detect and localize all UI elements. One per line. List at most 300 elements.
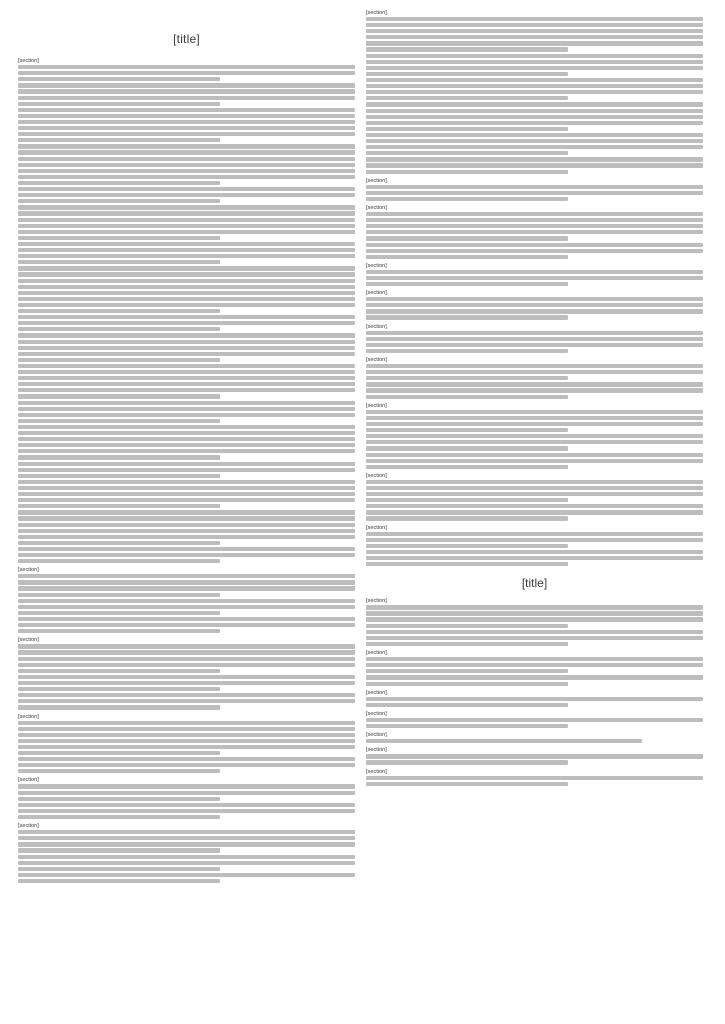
document-section — [366, 732, 703, 743]
document-section — [366, 205, 703, 259]
text-line-placeholder — [366, 642, 568, 646]
paragraph-placeholder — [366, 270, 703, 286]
text-line-placeholder — [366, 315, 568, 319]
text-line-placeholder — [366, 434, 703, 438]
text-line-placeholder — [366, 776, 703, 780]
text-line-placeholder — [18, 455, 220, 459]
text-line-placeholder — [18, 727, 355, 731]
text-line-placeholder — [18, 733, 355, 737]
right-sections — [366, 10, 703, 786]
text-line-placeholder — [18, 443, 355, 447]
section-heading: [section] — [18, 567, 39, 574]
document-section — [366, 769, 703, 786]
section-heading: [section] — [366, 177, 387, 184]
text-line-placeholder — [366, 297, 703, 301]
text-line-placeholder — [18, 242, 355, 246]
text-line-placeholder — [366, 133, 703, 137]
section-heading: [section] — [366, 323, 387, 330]
text-line-placeholder — [366, 492, 703, 496]
text-line-placeholder — [366, 249, 703, 253]
text-line-placeholder — [18, 358, 220, 362]
text-line-placeholder — [366, 562, 568, 566]
text-line-placeholder — [366, 337, 703, 341]
text-line-placeholder — [18, 401, 355, 405]
section-heading: [section] — [366, 768, 387, 775]
text-line-placeholder — [18, 175, 355, 179]
text-line-placeholder — [18, 382, 355, 386]
text-line-placeholder — [18, 580, 355, 584]
text-line-placeholder — [18, 541, 220, 545]
text-line-placeholder — [18, 848, 220, 852]
text-line-placeholder — [18, 65, 355, 69]
document-section — [366, 525, 703, 567]
document-section — [18, 58, 355, 203]
text-line-placeholder — [366, 303, 703, 307]
text-line-placeholder — [366, 416, 703, 420]
paragraph-placeholder — [18, 644, 355, 673]
text-line-placeholder — [18, 163, 355, 167]
text-line-placeholder — [366, 550, 703, 554]
text-line-placeholder — [18, 535, 355, 539]
paragraph-placeholder — [366, 78, 703, 100]
text-line-placeholder — [366, 440, 703, 444]
text-line-placeholder — [18, 254, 355, 258]
text-line-placeholder — [18, 842, 355, 846]
document-section — [366, 473, 703, 521]
document-section — [366, 324, 703, 353]
text-line-placeholder — [18, 599, 355, 603]
text-line-placeholder — [366, 115, 703, 119]
section-heading: [section] — [366, 472, 387, 479]
paragraph-placeholder — [18, 401, 355, 423]
paragraph-placeholder — [18, 547, 355, 563]
text-line-placeholder — [366, 276, 703, 280]
text-line-placeholder — [366, 270, 703, 274]
text-line-placeholder — [18, 388, 355, 392]
text-line-placeholder — [18, 611, 220, 615]
text-line-placeholder — [366, 697, 703, 701]
text-line-placeholder — [366, 343, 703, 347]
document-section — [366, 10, 703, 174]
text-line-placeholder — [18, 77, 220, 81]
text-line-placeholder — [18, 879, 220, 883]
text-line-placeholder — [366, 54, 703, 58]
right-column — [366, 6, 703, 788]
text-line-placeholder — [18, 574, 355, 578]
paragraph-placeholder — [366, 331, 703, 353]
paragraph-placeholder — [18, 242, 355, 264]
text-line-placeholder — [18, 675, 355, 679]
text-line-placeholder — [18, 629, 220, 633]
text-line-placeholder — [18, 617, 355, 621]
left-sections — [18, 58, 355, 883]
text-line-placeholder — [366, 663, 703, 667]
text-line-placeholder — [18, 114, 355, 118]
text-line-placeholder — [366, 41, 703, 45]
text-line-placeholder — [18, 193, 355, 197]
text-line-placeholder — [18, 830, 355, 834]
text-line-placeholder — [366, 486, 703, 490]
text-line-placeholder — [366, 23, 703, 27]
text-line-placeholder — [366, 453, 703, 457]
text-line-placeholder — [18, 138, 220, 142]
paragraph-placeholder — [18, 315, 355, 331]
text-line-placeholder — [18, 96, 355, 100]
section-heading: [section] — [18, 777, 39, 784]
text-line-placeholder — [18, 669, 220, 673]
text-line-placeholder — [366, 170, 568, 174]
text-line-placeholder — [18, 510, 355, 514]
text-line-placeholder — [18, 333, 355, 337]
text-line-placeholder — [18, 523, 355, 527]
text-line-placeholder — [366, 282, 568, 286]
text-line-placeholder — [18, 169, 355, 173]
paragraph-placeholder — [18, 803, 355, 819]
text-line-placeholder — [366, 197, 568, 201]
paragraph-placeholder — [366, 480, 703, 502]
text-line-placeholder — [18, 431, 355, 435]
text-line-placeholder — [366, 17, 703, 21]
paragraph-placeholder — [18, 830, 355, 852]
text-line-placeholder — [18, 650, 355, 654]
text-line-placeholder — [366, 724, 568, 728]
text-line-placeholder — [366, 145, 703, 149]
paragraph-placeholder — [18, 144, 355, 185]
document-section — [366, 178, 703, 201]
text-line-placeholder — [18, 739, 355, 743]
paragraph-placeholder — [366, 605, 703, 627]
text-line-placeholder — [18, 559, 220, 563]
text-line-placeholder — [18, 623, 355, 627]
document-section — [18, 333, 355, 477]
section-heading: [section] — [366, 689, 387, 696]
text-line-placeholder — [366, 480, 703, 484]
document-section — [366, 711, 703, 728]
section-heading: [section] — [366, 710, 387, 717]
text-line-placeholder — [18, 593, 220, 597]
text-line-placeholder — [18, 553, 355, 557]
text-line-placeholder — [18, 376, 355, 380]
text-line-placeholder — [366, 617, 703, 621]
paragraph-placeholder — [366, 102, 703, 131]
text-line-placeholder — [18, 340, 355, 344]
text-line-placeholder — [18, 586, 355, 590]
text-line-placeholder — [18, 873, 355, 877]
text-line-placeholder — [366, 309, 703, 313]
text-line-placeholder — [18, 498, 355, 502]
text-line-placeholder — [366, 605, 703, 609]
text-line-placeholder — [366, 90, 703, 94]
paragraph-placeholder — [18, 721, 355, 756]
paragraph-placeholder — [366, 718, 703, 728]
text-line-placeholder — [366, 121, 703, 125]
text-line-placeholder — [366, 96, 568, 100]
paragraph-placeholder — [18, 187, 355, 203]
section-heading: [section] — [18, 637, 39, 644]
text-line-placeholder — [18, 791, 355, 795]
text-line-placeholder — [366, 382, 703, 386]
text-line-placeholder — [18, 108, 355, 112]
section-heading: [section] — [18, 713, 39, 720]
text-line-placeholder — [366, 127, 568, 131]
text-line-placeholder — [366, 255, 568, 259]
text-line-placeholder — [18, 745, 355, 749]
paragraph-placeholder — [18, 855, 355, 871]
text-line-placeholder — [18, 784, 355, 788]
text-line-placeholder — [366, 163, 703, 167]
document-section — [366, 263, 703, 286]
text-line-placeholder — [18, 187, 355, 191]
paragraph-placeholder — [366, 185, 703, 201]
text-line-placeholder — [18, 867, 220, 871]
text-line-placeholder — [366, 364, 703, 368]
text-line-placeholder — [18, 699, 355, 703]
text-line-placeholder — [18, 681, 355, 685]
paragraph-placeholder — [366, 754, 703, 764]
text-line-placeholder — [366, 754, 703, 758]
text-line-placeholder — [366, 504, 703, 508]
text-line-placeholder — [366, 498, 568, 502]
text-line-placeholder — [18, 803, 355, 807]
text-line-placeholder — [366, 157, 703, 161]
document-section — [18, 714, 355, 774]
text-line-placeholder — [18, 693, 355, 697]
section-heading: [section] — [18, 58, 39, 64]
text-line-placeholder — [18, 815, 220, 819]
text-line-placeholder — [366, 446, 568, 450]
paragraph-placeholder — [18, 510, 355, 545]
paragraph-placeholder — [18, 83, 355, 105]
text-line-placeholder — [366, 230, 703, 234]
text-line-placeholder — [18, 705, 220, 709]
document-section — [366, 290, 703, 319]
paragraph-placeholder — [366, 133, 703, 155]
document-section — [18, 637, 355, 709]
text-line-placeholder — [18, 413, 355, 417]
document-section — [366, 403, 703, 469]
text-line-placeholder — [366, 139, 703, 143]
section-heading: [section] — [366, 357, 387, 364]
text-line-placeholder — [18, 236, 220, 240]
text-line-placeholder — [18, 83, 355, 87]
text-line-placeholder — [18, 297, 355, 301]
text-line-placeholder — [18, 836, 355, 840]
text-line-placeholder — [366, 532, 703, 536]
text-line-placeholder — [18, 248, 355, 252]
text-line-placeholder — [366, 538, 703, 542]
text-line-placeholder — [18, 809, 355, 813]
text-line-placeholder — [366, 682, 568, 686]
document-section — [366, 357, 703, 399]
text-line-placeholder — [18, 120, 355, 124]
text-line-placeholder — [18, 181, 220, 185]
text-line-placeholder — [366, 151, 568, 155]
text-line-placeholder — [18, 797, 220, 801]
text-line-placeholder — [366, 370, 703, 374]
text-line-placeholder — [18, 102, 220, 106]
text-line-placeholder — [366, 236, 568, 240]
text-line-placeholder — [18, 516, 355, 520]
document-section — [366, 650, 703, 686]
text-line-placeholder — [366, 47, 568, 51]
section-heading: [section] — [366, 598, 387, 605]
text-line-placeholder — [366, 703, 568, 707]
text-line-placeholder — [366, 102, 703, 106]
text-line-placeholder — [366, 218, 703, 222]
text-line-placeholder — [366, 544, 568, 548]
text-line-placeholder — [366, 78, 703, 82]
text-line-placeholder — [366, 224, 703, 228]
text-line-placeholder — [366, 657, 703, 661]
paragraph-placeholder — [366, 675, 703, 685]
paragraph-placeholder — [366, 657, 703, 673]
text-line-placeholder — [18, 126, 355, 130]
paragraph-placeholder — [18, 873, 355, 883]
text-line-placeholder — [18, 321, 355, 325]
text-line-placeholder — [366, 349, 568, 353]
text-line-placeholder — [366, 395, 568, 399]
text-line-placeholder — [366, 630, 703, 634]
text-line-placeholder — [366, 428, 568, 432]
section-heading: [section] — [366, 205, 387, 212]
text-line-placeholder — [18, 492, 355, 496]
text-line-placeholder — [366, 388, 703, 392]
text-line-placeholder — [18, 266, 355, 270]
text-line-placeholder — [18, 285, 355, 289]
paragraph-placeholder — [18, 599, 355, 615]
text-line-placeholder — [18, 529, 355, 533]
text-line-placeholder — [366, 243, 703, 247]
paragraph-placeholder — [18, 617, 355, 633]
text-line-placeholder — [18, 486, 355, 490]
paragraph-placeholder — [18, 65, 355, 81]
text-line-placeholder — [18, 224, 355, 228]
text-line-placeholder — [18, 449, 355, 453]
paragraph-placeholder — [18, 364, 355, 399]
section-heading: [section] — [366, 290, 387, 297]
text-line-placeholder — [18, 71, 355, 75]
text-line-placeholder — [366, 516, 568, 520]
paragraph-placeholder — [366, 54, 703, 76]
text-line-placeholder — [366, 191, 703, 195]
text-line-placeholder — [366, 212, 703, 216]
text-line-placeholder — [18, 474, 220, 478]
section-heading: [section] — [366, 262, 387, 269]
text-line-placeholder — [18, 394, 220, 398]
text-line-placeholder — [366, 84, 703, 88]
paragraph-placeholder — [366, 776, 703, 786]
text-line-placeholder — [18, 425, 355, 429]
document-title: [title] — [173, 32, 200, 46]
paragraph-placeholder — [366, 410, 703, 432]
paragraph-placeholder — [18, 757, 355, 773]
text-line-placeholder — [366, 72, 568, 76]
text-line-placeholder — [18, 150, 355, 154]
paragraph-placeholder — [18, 266, 355, 313]
text-line-placeholder — [18, 547, 355, 551]
section-heading: [section] — [366, 732, 387, 739]
text-line-placeholder — [366, 459, 703, 463]
text-line-placeholder — [366, 624, 568, 628]
text-line-placeholder — [18, 721, 355, 725]
document-section — [18, 823, 355, 883]
text-line-placeholder — [18, 763, 355, 767]
text-line-placeholder — [366, 611, 703, 615]
text-line-placeholder — [18, 315, 355, 319]
text-line-placeholder — [18, 663, 355, 667]
text-line-placeholder — [18, 751, 220, 755]
paragraph-placeholder — [18, 675, 355, 691]
text-line-placeholder — [366, 331, 703, 335]
text-line-placeholder — [18, 309, 220, 313]
paragraph-placeholder — [366, 697, 703, 707]
paragraph-placeholder — [18, 574, 355, 596]
text-line-placeholder — [18, 260, 220, 264]
text-line-placeholder — [366, 556, 703, 560]
text-line-placeholder — [18, 644, 355, 648]
text-line-placeholder — [366, 782, 568, 786]
text-line-placeholder — [18, 272, 355, 276]
section-heading: [section] — [366, 524, 387, 531]
text-line-placeholder — [18, 437, 355, 441]
section-heading: [section] — [18, 823, 39, 830]
text-line-placeholder — [18, 291, 355, 295]
text-line-placeholder — [366, 465, 568, 469]
text-line-placeholder — [366, 410, 703, 414]
text-line-placeholder — [18, 303, 355, 307]
document-section — [18, 567, 355, 633]
paragraph-placeholder — [366, 453, 703, 469]
text-line-placeholder — [18, 419, 220, 423]
text-line-placeholder — [366, 636, 703, 640]
text-line-placeholder — [366, 760, 568, 764]
text-line-placeholder — [18, 132, 355, 136]
text-line-placeholder — [18, 279, 355, 283]
text-line-placeholder — [366, 60, 703, 64]
paragraph-placeholder — [366, 532, 703, 548]
text-line-placeholder — [18, 364, 355, 368]
text-line-placeholder — [18, 480, 355, 484]
text-line-placeholder — [366, 109, 703, 113]
document-section — [18, 205, 355, 331]
paragraph-placeholder — [366, 243, 703, 259]
text-line-placeholder — [18, 757, 355, 761]
text-line-placeholder — [366, 422, 703, 426]
text-line-placeholder — [18, 407, 355, 411]
paragraph-placeholder — [366, 434, 703, 450]
text-line-placeholder — [18, 327, 220, 331]
text-line-placeholder — [18, 605, 355, 609]
text-line-placeholder — [18, 861, 355, 865]
paragraph-placeholder — [18, 693, 355, 709]
document-section — [366, 747, 703, 764]
paragraph-placeholder — [366, 739, 703, 743]
paragraph-placeholder — [18, 108, 355, 143]
paragraph-placeholder — [366, 504, 703, 520]
text-line-placeholder — [18, 370, 355, 374]
text-line-placeholder — [18, 657, 355, 661]
document-title-secondary: [title] — [521, 576, 548, 591]
text-line-placeholder — [18, 687, 220, 691]
paragraph-placeholder — [366, 297, 703, 319]
section-heading: [section] — [366, 10, 387, 16]
paragraph-placeholder — [18, 462, 355, 478]
text-line-placeholder — [18, 769, 220, 773]
text-line-placeholder — [18, 504, 220, 508]
document-section — [366, 690, 703, 707]
text-line-placeholder — [18, 218, 355, 222]
text-line-placeholder — [18, 144, 355, 148]
